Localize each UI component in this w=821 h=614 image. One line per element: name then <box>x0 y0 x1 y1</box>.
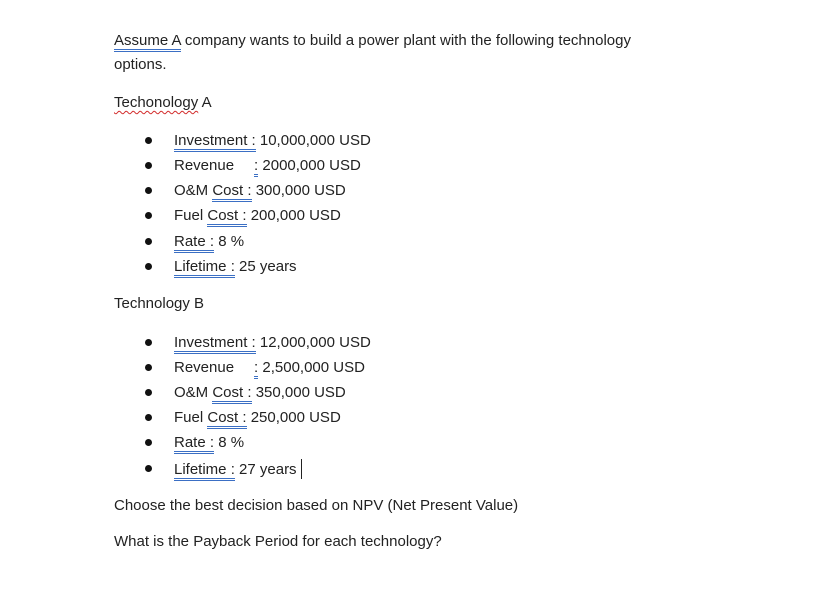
item-separator: : <box>254 359 258 379</box>
bullet-icon <box>145 212 152 219</box>
item-value: 200,000 USD <box>246 207 341 224</box>
item-value: 2000,000 USD <box>258 157 361 174</box>
bullet-icon <box>145 137 152 144</box>
bullet-icon <box>145 414 152 421</box>
item-value: 8 % <box>214 434 245 451</box>
item-value: 8 % <box>214 233 245 250</box>
tech-a-heading-misspelled: Techonology <box>114 94 199 111</box>
tech-a-item-revenue <box>174 156 361 176</box>
tech-a-item-investment <box>174 131 371 151</box>
item-label: Revenue <box>174 359 235 376</box>
bullet-icon <box>145 389 152 396</box>
intro-line-2: options. <box>114 56 167 73</box>
tech-a-heading <box>114 93 212 113</box>
tech-b-item-lifetime <box>174 459 302 480</box>
item-label-prefix: O&M <box>174 384 213 401</box>
tech-a-heading-suffix: A <box>198 94 212 111</box>
bullet-icon <box>145 439 152 446</box>
item-label: Investment : <box>174 132 256 152</box>
item-value: 25 years <box>234 258 297 275</box>
item-value: 27 years <box>234 461 297 478</box>
item-label: Cost : <box>212 182 251 202</box>
tech-b-item-om-cost <box>174 383 346 403</box>
text-cursor[interactable] <box>301 459 302 479</box>
item-separator: : <box>254 157 258 177</box>
intro-rest-text: company wants to build a power plant with the following technology <box>180 32 631 49</box>
item-value: 2,500,000 USD <box>258 359 365 376</box>
tech-b-heading: Technology B <box>114 295 205 312</box>
item-value: 250,000 USD <box>246 409 341 426</box>
item-value: 350,000 USD <box>251 384 346 401</box>
item-label: Revenue <box>174 157 235 174</box>
item-label: Cost : <box>212 384 251 404</box>
tech-a-item-om-cost <box>174 181 346 201</box>
item-label: Cost : <box>207 409 246 429</box>
tech-b-item-investment <box>174 333 371 353</box>
intro-underlined-text: Assume A <box>114 32 181 52</box>
item-value: 12,000,000 USD <box>255 334 371 351</box>
item-label-prefix: O&M <box>174 182 213 199</box>
item-label-prefix: Fuel <box>174 207 208 224</box>
bullet-icon <box>145 162 152 169</box>
intro-line-1 <box>114 31 631 51</box>
tech-b-item-rate <box>174 433 244 453</box>
tech-a-item-fuel-cost <box>174 206 341 226</box>
item-label: Rate : <box>174 233 214 253</box>
bullet-icon <box>145 263 152 270</box>
bullet-icon <box>145 465 152 472</box>
bullet-icon <box>145 187 152 194</box>
tech-b-item-revenue <box>174 358 365 378</box>
item-label: Lifetime : <box>174 258 235 278</box>
item-label-prefix: Fuel <box>174 409 208 426</box>
tech-b-item-fuel-cost <box>174 408 341 428</box>
item-label: Rate : <box>174 434 214 454</box>
item-label: Cost : <box>207 207 246 227</box>
question-payback: What is the Payback Period for each technology? <box>114 533 442 550</box>
tech-a-item-rate <box>174 232 244 252</box>
item-value: 300,000 USD <box>251 182 346 199</box>
question-npv: Choose the best decision based on NPV (Net Present Value) <box>114 497 519 514</box>
item-label: Investment : <box>174 334 256 354</box>
tech-a-item-lifetime <box>174 257 297 277</box>
bullet-icon <box>145 364 152 371</box>
item-value: 10,000,000 USD <box>255 132 371 149</box>
bullet-icon <box>145 238 152 245</box>
bullet-icon <box>145 339 152 346</box>
item-label: Lifetime : <box>174 461 235 481</box>
